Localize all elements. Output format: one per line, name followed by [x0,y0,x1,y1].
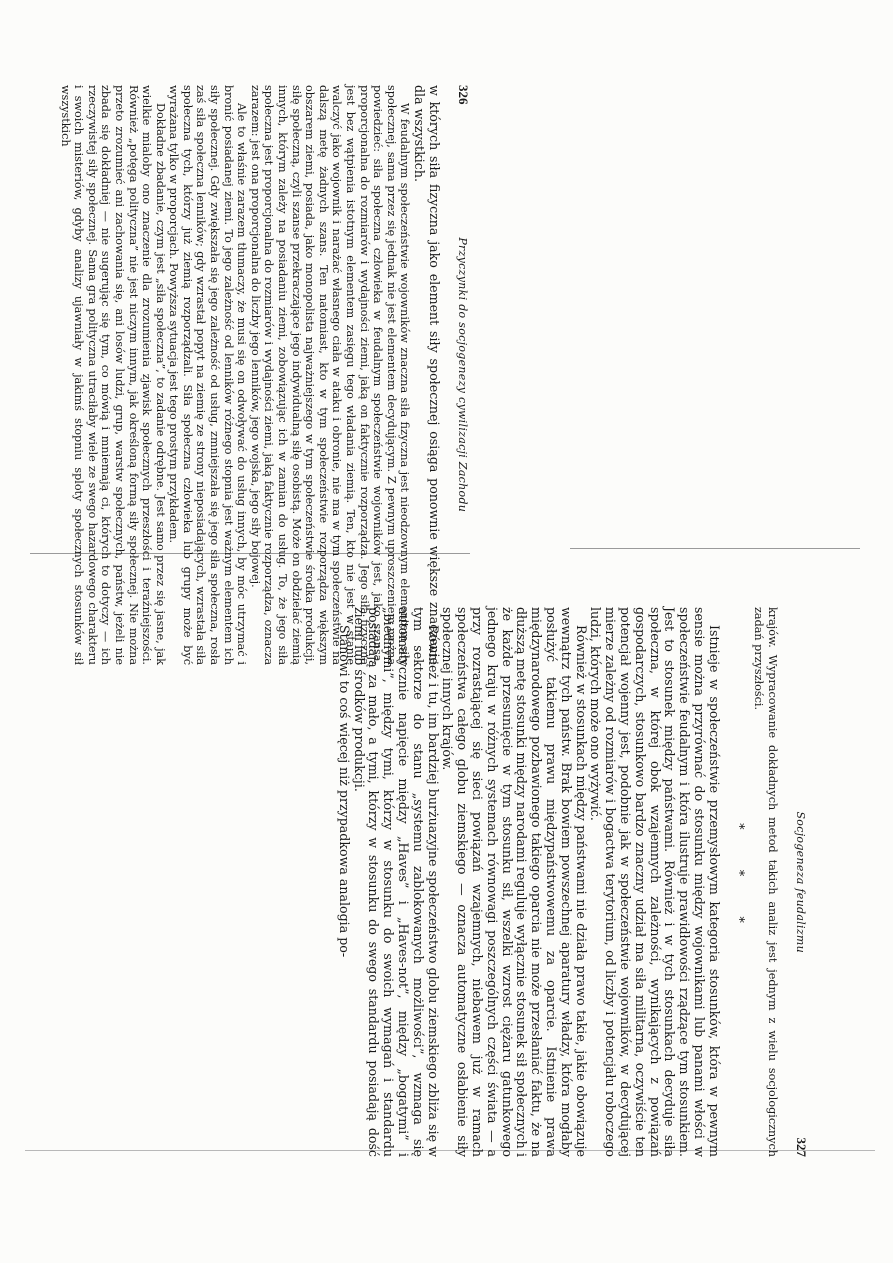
page-number: 326 [456,85,471,105]
page-326 [50,85,470,665]
running-title: Przyczynki do socjogenezy cywilizacji Zachodu [456,237,469,513]
page-327 [336,607,809,1157]
paragraph: Również i tu, im bardziej burżuazyjne społeczeństwo globu ziemskiego zbliża się w tym sektorze do stanu „systemu zablokowanych możliwości”, wzmaga się automatycznie napięcie między „Haves” i „Haves-not”, między „bogatymi” i „biednymi”, między tymi, którzy w stosunku do swoich wymagań i standardu posiadają za mało, a tymi, którzy w stosunku do swego standardu posiadają dość ziemi lub środków produkcji. [351,607,441,1157]
paragraph: Dokładne zbadanie, czym jest „siła społeczna”, to zadanie odrębne. Jest samo przez się jasne, jak wielkie mialoby ono znaczenie dla zrozumienia zjawisk społecznych przeszłości i teraźniejszości. Również „potęga polityczna” nie jest niczym innym, jak określoną formą siły społecznej. Nie można przeto zrozumieć ani zachowania się, ani losów ludzi, grup, warstw społecznych, państw, jeżeli nie zbada się dokładniej — nie sugerując się tym, co mówią i mniemają ci, których to dotyczy — ich rzeczywistej siły społecznej. Sama gra polityczna utraciłaby wiele ze swego hazardowego charakteru i swoich misteriów, gdyby analizy ujawniały w jakimś stopniu sploty społecznych stosunków sił wszystkich [58,85,167,665]
body-text [336,607,779,1157]
paragraph: krajów. Wypracowanie dokładnych metod takich analiz jest jednym z wielu socjologicznych zadań przyszłości. [752,607,779,1157]
paragraph: Ale to właśnie zarazem tłumaczy, że musi się on odwoływać do usług innych, by móc utrzymać i bronić posiadanej ziemi. To jego zależność od lenników różnego stopnia jest ważnym elementem ich siły społecznej. Gdy zwiększała się jego zależność od usług, zmniejszała się jego siła społeczna, rosła zaś siła społeczna lenników; gdy wzrastał popyt na ziemię ze strony nieposiadających, wzrastała siła społeczna tych, którzy już ziemią rozporządzali. Siła społeczna człowieka lub grupy może być wyrażana tylko w proporcjach. Powyższa sytuacja jest tego prostym przykładem. [167,85,249,665]
body-text [58,85,441,665]
paragraph: W feudalnym społeczeństwie wojowników znaczna siła fizyczna jest nieodzownym elementem siły społecznej, sama przez się jednak nie jest elementem decydującym. Z pewnym uproszczeniem można powiedzieć: siła społeczna człowieka w feudalnym społeczeństwie wojowników jest, jako szansa, proporcjonalna do rozmiarów i wydajności ziemi, jaką on faktycznie rozporządza. Jego siła fizyczna jest bez wątpienia istotnym elementem zasięgu tego władania ziemią. Ten, kto nie jest w stanie walczyć jako wojownik i narażać własnego ciała w ataku i obronie, nie ma w tym społeczeństwie na dalszą metę żadnych szans. Ten natomiast, kto w tym społeczeństwie rozporządza większym obszarem ziemi, posiada, jako monopolista najważniejszego w tym społeczeństwie środka produkcji, siłę społeczną, czyli szanse przekraczające jego indywidualną siłę osobistą. Może on obdzielać ziemią innych, którym zależy na posiadaniu ziemi, zobowiązując ich w zamian do usług. To, że jego siła społeczna jest proporcjonalna do rozmiarów i wydajności ziemi, jaką faktycznie rozporządza, oznacza zarazem: jest ona proporcjonalna do liczby jego lenników, jego wojska, jego siły bojowej. [248,85,412,665]
running-title: Socjogeneza feudalizmu [794,811,807,954]
page-number: 327 [794,1137,809,1157]
paragraph: Również w stosunkach między państwami nie działa prawo takie, jakie obowiązuje wewnątrz tych państw. Brak bowiem powszechnej aparatury władzy, która mogłaby posłużyć takiemu prawu międzypaństwowemu za oparcie. Istnienie prawa międzynarodowego pozbawionego takiego oparcia nie może przesłaniać faktu, że na dłuższą metę stosunki między narodami reguluje wyłącznie stosunek sił społecznych i że każde przesunięcie w tym stosunku sił, wszelki wzrost ciężaru gatunkowego jednego kraju w różnych systemach równowagi poszczególnych części świata — a przy rozrastającej się sieci powiązań wzajemnych, niebawem już w ramach społeczeństwa całego globu ziemskiego — oznacza automatyczne osłabienie siły społecznej innych krajów. [440,607,589,1157]
paragraph: w których siła fizyczna jako element siły społecznej osiąga ponownie większe znaczenie dla wszystkich. [412,85,442,665]
running-header [455,85,470,665]
running-header [793,607,808,1157]
gutter-line-right [570,548,860,549]
paragraph: Istnieje w społeczeństwie przemysłowym kategoria stosunków, która w pewnym sensie można przyrównać do stosunku między wojownikami lub panami włości w społeczeństwie feudalnym i która ilustruje prawidłowości rządzące tym stosunkiem. Jest to stosunek między państwami. Również i w tych stosunkach decyduje siła społeczna, w której obok wzajemnych zależności, wynikających z powiązań gospodarczych, stosunkowo bardzo znaczny udział ma siła militarna, oczywiście ten potencjał wojenny jest, podobnie jak w społeczeństwie wojowników, w decydującej mierze zależny od rozmiarów i bogactwa terytorium, od liczby i potencjału roboczego ludzi, których może ono wyżywić. [588,607,722,1157]
section-separator: * * * [730,823,746,941]
paragraph: Stanowi to coś więcej niż przypadkowa analogia po- [336,625,352,958]
